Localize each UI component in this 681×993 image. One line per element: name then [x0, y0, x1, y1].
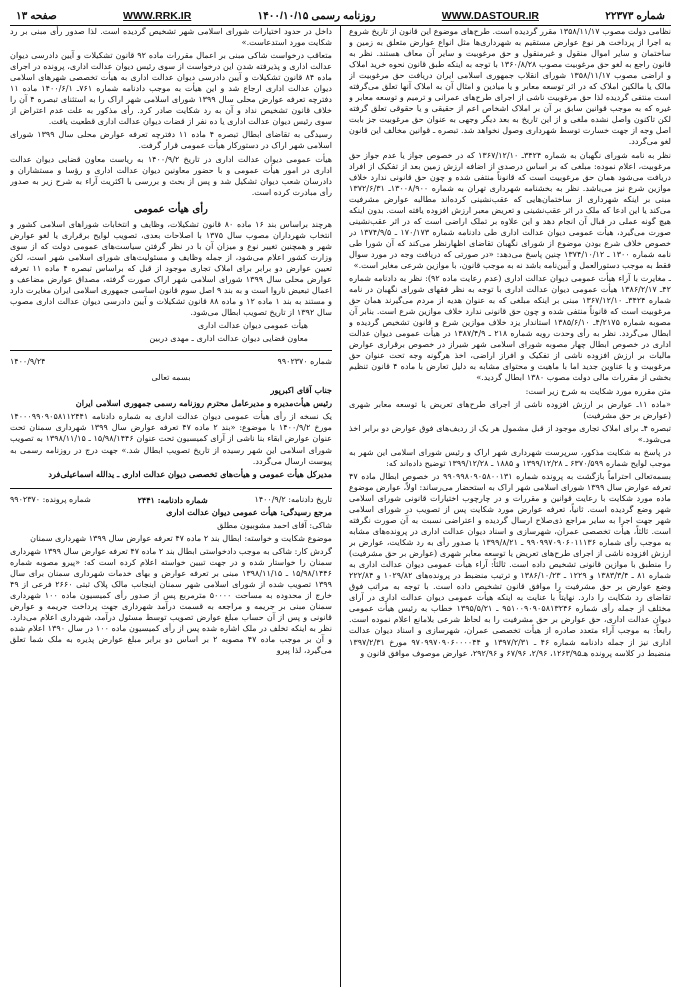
letter-meta [10, 357, 332, 366]
site-link-rrk[interactable]: WWW.RRK.IR [123, 10, 192, 22]
issue-number: شماره ۲۲۳۷۳ [605, 10, 665, 22]
paragraph: هرچند براساس بند ۱۶ ماده ۸۰ قانون تشکیلات، وظایف و انتخابات شوراهای اسلامی کشور و انتخاب شهرداران مصوب سال ۱۳۷۵ با اصلاحات بعدی، تصویب لوایح برقراری یا لغو عوارض شهر و همچنین تغییر نوع و میزان آن با در نظر گرفتن سیاست‌های عمومی دولت که از سوی وزارت کشور اعلام می‌شود، از جمله وظایف و مسئولیت‌های شورای اسلامی شهر است، لکن تعیین عوارض دو برابر برای املاک تجاری موجود از قبل که براساس تبصره ۴ ماده ۱۱ تعرفه عوارض محلی سال ۱۳۹۹ شورای اسلامی شهر اراک صورت گرفته، مصداق عوارض مضاعف و اعمال تبعیض ناروا است و به بند ۹ اصل سوم قانون اساسی جمهوری اسلامی ایران مغایرت دارد و مستند به بند ۱ ماده ۱۲ و ماده ۸۸ قانون تشکیلات و آیین دادرسی دیوان عدالت اداری مصوب سال ۱۳۹۲ از تاریخ تصویب ابطال می‌شود. [10, 218, 332, 318]
paragraph: «ماده ۱۱ـ عوارض بر ارزش افزوده ناشی از اجرای طرح‌های تعریض یا توسعه معابر شهری (عوارض بر حق مشرفیت) [349, 398, 671, 420]
page-number: صفحه ۱۳ [16, 10, 57, 22]
columns [10, 26, 671, 987]
paragraph: بسمه‌تعالی احتراماً بازگشت به پرونده شماره ۹۹۰۹۹۸۰۹۰۵۸۰۰۱۳۱ در خصوص ابطال ماده ۴۷ تعرفه عوارض سال ۱۳۹۹ شورای اسلامی شهر اراک به استحضار می‌رساند: اولاً، عوارض موضوع ماده مورد شکایت با رعایت قوانین و مقررات و در چارچوب اختیارات قانونی شورای اسلامی شهر وضع گردیده است. ثانیاً، تعرفه عوارض مورد شکایت پس از تصویب در شورای اسلامی شهر جهت اجرا به سایر مراجع ذی‌صلاح ارسال گردیده و اعتراضی نسبت به آن صورت نگرفته است. ثالثاً، هیأت تخصصی عمران، شهرسازی و اسناد دیوان عدالت اداری در پرونده‌های مشابه به موجب رأی شماره ۹۹۰۹۹۷۰۹۰۶۰۱۱۱۳۶ ـ ۱۳۹۹/۸/۲۱ با صدور رأی به رد شکایت، عوارض بر ارزش افزوده ناشی از اجرای طرح‌های تعریض یا توسعه معابر شهری (عوارض بر حق مشرفیت) را منطبق با موازین قانونی تشخیص داده است. ثالثاً: آراء هیأت عمومی دیوان عدالت اداری به شماره ۸۱ ـ ۱۳۸۳/۳/۴ و ۱۲۲۹ ـ ۱۳۸۶/۱۰/۲۳ و ترتیب منضبط در پرونده‌های ۱۰۲۹/۸۲ و ۲۲۲/۸۴ وضع عوارض بر حق مشرفیت را موافق قانون تشخیص داده است. با توجه به مراتب فوق تقاضای رد شکایت را دارد. نهایتاً با عنایت به اینکه هیأت عمومی دیوان عدالت اداری در آرای مختلف از جمله رأی شماره ۹۵۱۰۰۹۰۹۰۵۸۱۳۲۴۶ ـ ۱۳۹۵/۵/۲۱ خطاب به رئیس هیأت عمومی دیوان عدالت اداری، حق عوارض بر حق مشرفیت را به لحاظ شرعی بلامانع اعلام نموده است. رابعاً: به موجب آراء متعدد صادره از هیأت تخصصی عمران، شهرسازی و اسناد دیوان عدالت اداری نیز از جمله دادنامه شماره ۴۶ ـ ۱۳۹۷/۲/۳۱ و ۹۷۰۹۹۷۰۹۰۶۰۰۰۰۴۴ مورخ ۱۳۹۷/۲/۳۱ منضبط در کلاسه پرونده هـ۱۲۶۳/۹۵، ۲/۹۶، ۶۷/۹۶ و ۲۹۲/۹۶، عوارض موصوف موافق قانون و [349, 470, 671, 658]
ruling-number: شماره دادنامه: ۲۴۴۱ [137, 494, 208, 505]
paragraph: گردش کار: شاکی به موجب دادخواستی ابطال بند ۲ ماده ۴۷ تعرفه عوارض سال ۱۳۹۹ شهرداری سمنان را خواستار شده و در جهت تبیین خواسته اعلام کرده است که: «پیرو مصوبه شماره ۱۵/۹۸/۱۴۴۶ ـ ۱۳۹۸/۱۱/۱۵ مبنی بر تعرفه عوارض و بهای خدمات شهرداری سمنان برای سال ۱۳۹۹ تصویب شده از شورای اسلامی شهر سمنان اینجانب مالک پلاک ثبتی ۲۶۶۰ فرعی از ۴۹ خارج از محدوده به مساحت ۵۰۰۰۰ مترمربع پس از صدور رأی کمیسیون ماده ۱۰۰ شهرداری سمنان مبنی بر جریمه و مراجعه به قسمت درآمد شهرداری جهت پرداخت جریمه و عوارض قانونی و پس از آن حساب مبلغ عوارض تصویب توسط مسئول درآمد، شهرداری اعلام می‌دارد. نظر به اینکه تخلف در ملک اشاره شده پس از رأی کمیسیون ماده ۱۰۰ در سال ۱۳۹۰ اعلام شده و آن بر موجب ماده ۴۷ مصوبه ۲ بر اساس دو برابر مبلغ عوارض پذیره به ملک شما تعلق می‌گیرد، لذا پیرو [10, 545, 332, 656]
letter-signature: مدیرکل هیأت عمومی و هیأت‌های تخصصی دیوان عدالت اداری ـ یدالله اسماعیلی‌فرد [48, 468, 332, 479]
paragraph: متن مقرره مورد شکایت به شرح زیر است: [525, 385, 671, 396]
paragraph: رسیدگی به تقاضای ابطال تبصره ۴ ماده ۱۱ دفترچه تعرفه عوارض محلی سال ۱۳۹۹ شورای اسلامی شهر اراک در دستورکار هیأت عمومی قرار گرفت. [10, 129, 332, 151]
paragraph: یک نسخه از رأی هیأت عمومی دیوان عدالت اداری به شماره دادنامه ۱۴۰۰۰۹۹۰۹۰۵۸۱۱۲۴۴۱ مورخ ۱۴۰۰/۹/۲ با موضوع: «بند ۲ ماده ۴۷ تعرفه عوارض سال ۱۳۹۹ شهرداری سمنان تحت عنوان عوارض ابقاء بنا ناشی از آرای کمیسیون تحت عنوان ۱۵/۹۸/۱۴۴۶ ـ ۱۳۹۸/۱۱/۱۵ به تصویب شورای اسلامی این شهر رسیده از تاریخ تصویب ابطال شد.» جهت درج در روزنامه رسمی به پیوست ارسال می‌گردد. [10, 411, 332, 466]
letter-number: شماره ۹۹۰۲۳۷۰ [277, 357, 332, 367]
paragraph: در پاسخ به شکایت مذکور، سرپرست شهرداری شهر اراک و رئیس شورای اسلامی این شهر به موجب لوایح شماره ۶۳۷۰/۵۹۹ ـ ۱۳۹۹/۱۲/۲۸ و ۱۸۸۵ ـ ۱۳۹۹/۱۲/۲۸ توضیح داده‌اند که: [349, 446, 671, 468]
section-title: رأی هیأت عمومی [134, 203, 208, 215]
paragraph: داخل در حدود اختیارات شورای اسلامی شهر تشخیص گردیده است. لذا صدور رأی مبنی بر رد شکایت مورد استدعاست.» [10, 26, 332, 48]
site-link-dastour[interactable]: WWW.DASTOUR.IR [441, 10, 539, 22]
letter-recipient-title: رئیس هیأت‌مدیره و مدیرعامل محترم روزنامه رسمی جمهوری اسلامی ایران [75, 398, 332, 409]
signature-line: معاون قضایی دیوان عدالت اداری ـ مهدی دربین [149, 333, 308, 344]
ruling-register [10, 488, 332, 657]
letter-recipient: جناب آقای اکبرپور [270, 385, 332, 396]
right-column [349, 26, 671, 987]
ruling-plaintiff: شاکی: آقای احمد مشوبیون مطلق [217, 519, 332, 530]
ruling-meta [10, 495, 332, 505]
case-number: شماره پرونده: ۹۹۰۲۳۷۰ [10, 494, 91, 504]
ruling-subject: موضوع شکایت و خواسته: ابطال بند ۲ ماده ۴۷ تعرفه عوارض سال ۱۳۹۹ شهرداری سمنان [30, 532, 332, 543]
paragraph: متعاقب درخواست شاکی مبنی بر اعمال مقررات ماده ۹۲ قانون تشکیلات و آیین دادرسی دیوان عدالت اداری و پذیرفته شدن این درخواست از سوی رئیس دیوان عدالت اداری، پرونده در اجرای ماده ۸۴ قانون تشکیلات و آیین دادرسی دیوان عدالت اداری به هیأت تخصصی شهرهای اسلامی دیوان عدالت اداری ارجاع شد و این هیأت به موجب دادنامه شماره ۷۶۱ـ ۱۴۰۰/۶/۱ ماده ۱۱ دفترچه تعرفه عوارض محلی سال ۱۳۹۹ شورای اسلامی شهر اراک را به استثنای تبصره ۴ آن را خلاف قانون تشخیص نداد و آن به رد شکایت صادر کرد. رأی مذکور به علت عدم اعتراض از سوی رئیس دیوان عدالت اداری یا ده نفر از قضات دیوان عدالت اداری قطعیت یافت. [10, 50, 332, 127]
paragraph: هیأت عمومی دیوان عدالت اداری در تاریخ ۱۴۰۰/۹/۲ به ریاست معاون قضایی دیوان عدالت اداری در امور هیأت عمومی و با حضور معاونین دیوان عدالت اداری و رؤسا و مستشاران و دادرسان شعب دیوان تشکیل شد و پس از بحث و بررسی با اکثریت آراء به شرح زیر به صدور رأی مبادرت کرده است. [10, 153, 332, 197]
letter-date: ۱۴۰۰/۹/۲۴ [10, 357, 46, 367]
signature-line: هیأت عمومی دیوان عدالت اداری [197, 320, 308, 331]
column-divider [340, 26, 341, 987]
ruling-authority: مرجع رسیدگی: هیأت عمومی دیوان عدالت اداری [166, 506, 332, 517]
paragraph: نظامی دولت مصوب ۱۳۵۸/۱۱/۱۷ مقرر گردیده است. طرح‌های موضوع این قانون از تاریخ شروع به اجرا از پرداخت هر نوع عوارض مستقیم به شهرداری‌ها مثل انواع عوارض متعلق به زمین و ساختمان و سایر اموال منقول و غیرمنقول و حق مرغوبیت و سایر آن معاف هستند. نظر به قانون راجع به لغو حق مرغوبیت مصوب ۱۳۶۰/۸/۲۸ با توجه به اینکه طبق قانون نحوه خرید املاک و اراضی مصوب ۱۳۵۸/۱۱/۱۷ شورای انقلاب جمهوری اسلامی ایران دریافت حق مرغوبیت از مالک یا مالکین املاک که در اثر توسعه معابر و یا میادین و امثال آن به املاک آنها تعلق می‌گرفته است منتفی گردیده لذا حق مرغوبیت ناشی از اجرای طرح‌های عمرانی و ترمیم و توسعه معابر و غیره که به موجب قوانین سابق بر آن بر املاک اشخاص اعم از حقیقی و یا حقوقی تعلق گرفته لکن تاکنون واصل نشده ملغی و از این تاریخ به بعد دیگر وجهی به عنوان حق مرغوبیت جز بابت اصل وجه از جهت خسارت توسط شهرداری وصول نخواهد شد. تبصره ـ قوانین مخالف این قانون لغو می‌گردد. [349, 26, 671, 147]
issue-date: روزنامه رسمی ۱۴۰۰/۱۰/۱۵ [257, 10, 376, 22]
page-header [10, 6, 671, 26]
paragraph: نظر به نامه شورای نگهبان به شماره ۳۴۲۴ـ ۱۳۶۷/۱۲/۱۰ که در خصوص جواز یا عدم جواز حق مرغوبیت، اعلام نموده: مبلغی که بر اساس درصدی از اضافه ارزش زمین بعد از تفکیک از افراد دریافت می‌شود همان حق مرغوبیت است که قانوناً منتفی شده و چون حق قانونی ندارد خلاف موازین شرع نیز می‌باشد. نظر به بخشنامه شهرداری تهران به شماره ۱۳۰۰۸/۹۰۰ـ ۱۳۷۲/۶/۳۱ مبنی بر اینکه شهرداری از ساختمان‌هایی که عقب‌نشینی کرده‌اند مطالبه عوارض مشرفیت می‌کند یا این ادعا که ملک در اثر عقب‌نشینی و تعریض معبر ارزش افزوده یافته است. بدون اینکه هیچ گونه عملی در قبال آن انجام دهد و این علاوه بر تملک اراضی است که در اثر عقب‌نشینی صورت می‌گیرد، هیأت عمومی دیوان عدالت اداری طی دادنامه شماره ۱۷۰/۱۷۳ ـ ۱۳۷۴/۹/۵ در خصوص خلاف شرع بودن موضوع از شورای نگهبان تقاضای اظهارنظر می‌کند که آن شورا طی نامه شماره ۱۳۰۰ ـ ۱۳۷۴/۱۰/۱۲ چنین پاسخ می‌دهد: «در صورتی که دریافت وجه در مورد سوال فقط به موجب دستورالعمل و آیین‌نامه باشد نه به موجب قانون، با موازین شرعی مغایر است.» [349, 149, 671, 270]
paragraph: ـ مغایرت با آراء هیأت عمومی دیوان عدالت اداری (عدم رعایت ماده ۹۲): نظر به دادنامه شماره ۴۲ـ ۱۳۸۶/۲/۱۷ هیأت عمومی دیوان عدالت اداری با توجه به نظر فقهای شورای نگهبان در نامه شماره ۳۴۲۴ـ ۱۳۶۷/۱۲/۱۰ مبنی بر اینکه مبلغی که به عنوان هدیه از مردم می‌گیرند همان حق مرغوبیت است که قانوناً منتفی شده و چون حق قانونی ندارد خلاف موازین شرع است. بنابر آن مصوبه شماره ۴/۲۱۷۵ـ ۱۳۸۵/۶/۱۰ استاندار یزد خلاف موازین شرع و قانون تشخیص گردیده و ابطال می‌گردد. نظر به رأی وحدت رویه شماره ۲۱۸ ـ ۱۳۸۷/۴/۹ در هیأت عمومی دیوان عدالت اداری در خصوص ابطال چهار مصوبه شورای اسلامی شهر شیراز در خصوص برقراری عوارض مالیات بر ارزش افزوده ناشی از تفکیک و افراز اراضی، اخذ هرگونه وجه تحت عنوان حق مرغوبیت و یا عناوین جدید اما با ماهیت و محتوای مشابه به دلیل تعارض با ماده ۴ قانون تنظیم بخشی از مقررات مالی دولت مصوب ۱۳۸۰ ابطال گردید.» [349, 273, 671, 383]
section-rule [10, 350, 332, 351]
letter-bismillah: بسمه تعالی [151, 372, 191, 383]
ruling-date: تاریخ دادنامه: ۱۴۰۰/۹/۲ [254, 494, 332, 504]
paragraph: تبصره ۴ـ برای املاک تجاری موجود از قبل مشمول هر یک از ردیف‌های فوق عوارض دو برابر اخذ می‌شود.» [349, 422, 671, 444]
left-column [10, 26, 332, 987]
